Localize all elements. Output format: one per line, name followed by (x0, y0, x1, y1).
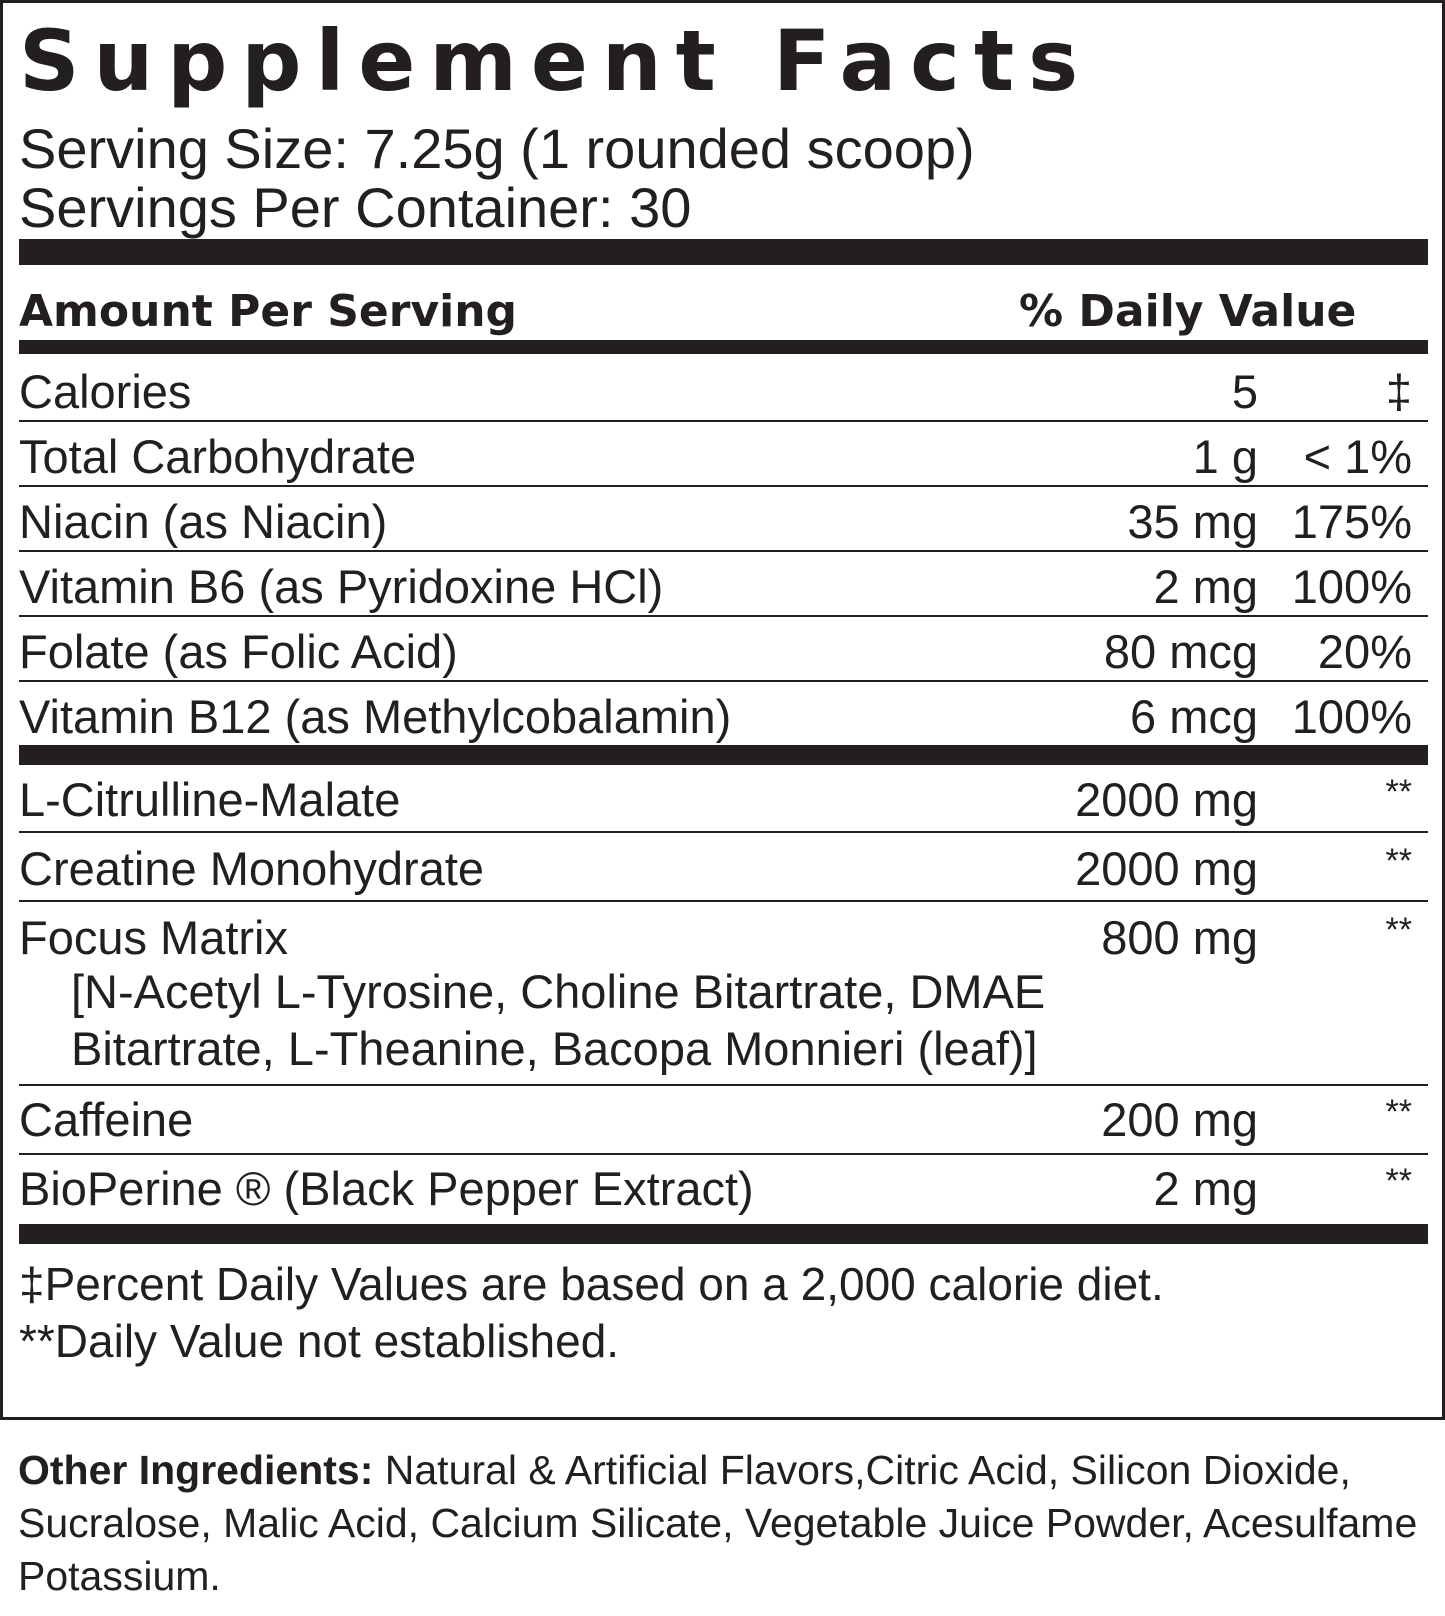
ingredient-amount: 2000 mg (1075, 773, 1258, 826)
servings-per-container: Servings Per Container: 30 (19, 176, 692, 239)
row-divider (19, 420, 1428, 422)
nutrient-name: Vitamin B6 (as Pyridoxine HCl) (19, 560, 664, 613)
nutrient-amount: 35 mg (1127, 495, 1258, 548)
ingredient-amount: 2 mg (1153, 1162, 1258, 1215)
focus-matrix-components-line-2: Bitartrate, L-Theanine, Bacopa Monnieri (leaf)] (71, 1022, 1038, 1075)
medium-divider (19, 340, 1428, 354)
other-ingredients-text: Natural & Artificial Flavors,Citric Acid, Silicon Dioxide, Sucralose, Malic Acid, Calcium Silicate, Vegetable Juice Powder, Acesulfame Potassium. (18, 1447, 1418, 1599)
serving-size: Serving Size: 7.25g (1 rounded scoop) (19, 117, 975, 180)
ingredient-amount: 2000 mg (1075, 842, 1258, 895)
other-ingredients-label: Other Ingredients: (18, 1447, 374, 1493)
nutrient-amount: 5 (1231, 365, 1258, 418)
label-title: Supplement Facts (19, 12, 1093, 110)
nutrient-name: Folate (as Folic Acid) (19, 625, 458, 678)
ingredient-name: Creatine Monohydrate (19, 842, 485, 895)
thick-divider (19, 1224, 1428, 1244)
nutrient-row-calories (19, 360, 1428, 426)
nutrient-daily-value: 100% (1291, 560, 1412, 613)
ingredient-name: L-Citrulline-Malate (19, 773, 401, 826)
nutrient-daily-value: 175% (1291, 495, 1412, 548)
nutrient-daily-value: ‡ (1385, 365, 1412, 418)
nutrient-row-vitamin-b12 (19, 685, 1428, 751)
ingredient-daily-value: ** (1385, 911, 1412, 949)
daily-value-header: % Daily Value (1019, 286, 1357, 337)
nutrient-amount: 6 mcg (1130, 690, 1258, 743)
ingredient-daily-value: ** (1385, 773, 1412, 811)
nutrient-daily-value: < 1% (1303, 430, 1412, 483)
nutrient-name: Vitamin B12 (as Methylcobalamin) (19, 690, 732, 743)
row-divider (19, 831, 1428, 833)
nutrient-amount: 2 mg (1153, 560, 1258, 613)
row-divider (19, 900, 1428, 902)
nutrient-row-niacin (19, 490, 1428, 556)
nutrient-daily-value: 100% (1291, 690, 1412, 743)
nutrient-amount: 80 mcg (1103, 625, 1258, 678)
ingredient-row-creatine-monohydrate (19, 837, 1428, 903)
ingredient-daily-value: ** (1385, 1162, 1412, 1200)
ingredient-daily-value: ** (1385, 1093, 1412, 1131)
footnote-daily-values: ‡Percent Daily Values are based on a 2,000 calorie diet. (19, 1258, 1164, 1310)
ingredient-name: BioPerine ® (Black Pepper Extract) (19, 1162, 754, 1215)
nutrient-daily-value: 20% (1317, 625, 1412, 678)
ingredient-row-l-citrulline-malate (19, 768, 1428, 834)
thick-divider (19, 239, 1428, 265)
row-divider (19, 680, 1428, 682)
ingredient-daily-value: ** (1385, 842, 1412, 880)
ingredient-amount: 200 mg (1101, 1093, 1258, 1146)
nutrient-row-vitamin-b6 (19, 555, 1428, 621)
nutrient-amount: 1 g (1192, 430, 1258, 483)
nutrient-name: Niacin (as Niacin) (19, 495, 388, 548)
ingredient-amount: 800 mg (1101, 911, 1258, 964)
row-divider (19, 615, 1428, 617)
ingredient-row-bioperine (19, 1157, 1428, 1223)
amount-per-serving-header: Amount Per Serving (19, 286, 518, 337)
ingredient-name: Caffeine (19, 1093, 194, 1146)
nutrient-name: Calories (19, 365, 192, 418)
other-ingredients (18, 1444, 1418, 1603)
row-divider (19, 1153, 1428, 1155)
row-divider (19, 1084, 1428, 1086)
ingredient-row-caffeine (19, 1088, 1428, 1154)
focus-matrix-components-line-1: [N-Acetyl L-Tyrosine, Choline Bitartrate, DMAE (71, 965, 1046, 1018)
footnote-not-established: **Daily Value not established. (19, 1315, 620, 1367)
thick-divider (19, 745, 1428, 765)
row-divider (19, 485, 1428, 487)
nutrient-row-total-carbohydrate (19, 425, 1428, 491)
row-divider (19, 550, 1428, 552)
nutrient-name: Total Carbohydrate (19, 430, 417, 483)
ingredient-name: Focus Matrix (19, 911, 288, 964)
nutrient-row-folate (19, 620, 1428, 686)
